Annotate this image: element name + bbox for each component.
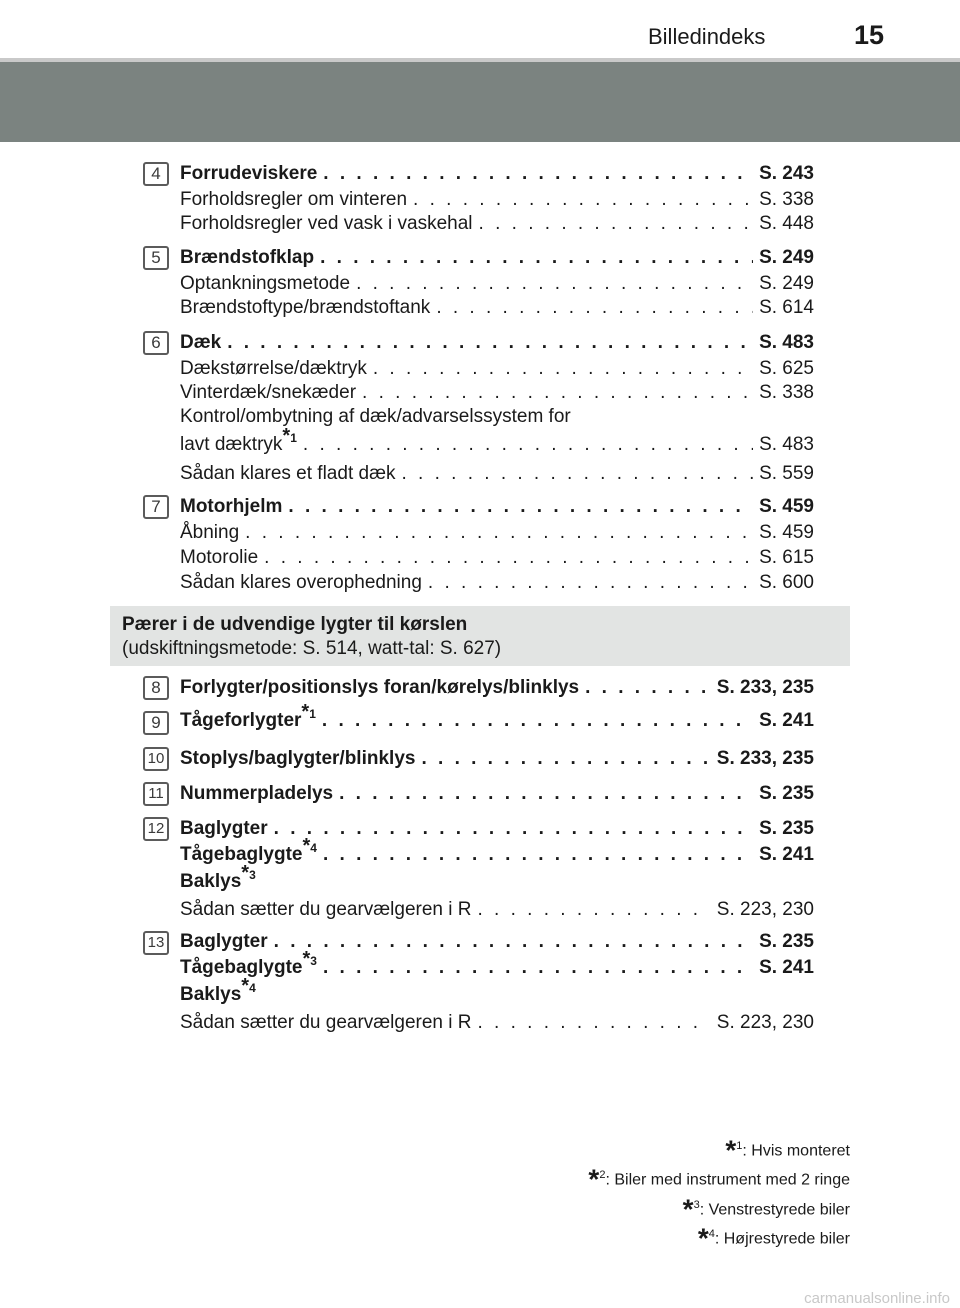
item-number-badge: 9 — [143, 711, 169, 735]
index-entry — [180, 675, 814, 701]
entry-label: Åbning — [180, 522, 240, 543]
footnotes — [588, 1134, 850, 1254]
index-entry — [180, 545, 814, 571]
page-reference: S. 233, 235 — [716, 677, 814, 698]
section-title: Billedindeks — [648, 24, 766, 49]
header-band — [0, 62, 960, 142]
page-reference: S. 241 — [759, 710, 814, 731]
entry-label: Baklys$^{*3}$ — [180, 861, 256, 892]
bulb-section-title: Pærer i de udvendige lygter til kørslen — [122, 614, 468, 635]
dot-leader — [227, 330, 753, 356]
dot-leader — [362, 380, 753, 406]
footnote-marker: *3 — [302, 947, 317, 970]
entry-label: Kontrol/ombytning af dæk/advarselssystem for — [180, 406, 571, 427]
entry-label: Stoplys/baglygter/blinklys — [180, 748, 416, 769]
index-entry — [180, 356, 814, 382]
entry-label: lavt dæktryk$^{*1}$ — [180, 424, 297, 455]
dot-leader — [478, 897, 711, 923]
page-reference: S. 249 — [759, 247, 814, 268]
dot-leader — [356, 271, 753, 297]
page-reference: S. 235 — [759, 818, 814, 839]
entry-label: Sådan klares overophedning — [180, 572, 422, 593]
page-reference: S. 459 — [759, 522, 814, 543]
dot-leader — [323, 842, 753, 868]
entry-label: Tågebaglygte$^{*3}$ — [180, 947, 317, 978]
index-entry — [180, 494, 814, 520]
page-reference: S. 483 — [759, 332, 814, 353]
entry-label: Motorhjelm — [180, 496, 283, 517]
dot-leader — [288, 494, 753, 520]
item-number-badge: 4 — [143, 162, 169, 186]
index-entry — [180, 897, 814, 923]
dot-leader — [274, 816, 753, 842]
entry-label: Baglygter — [180, 818, 268, 839]
page-header — [0, 0, 960, 62]
page-reference: S. 233, 235 — [716, 748, 814, 769]
dot-leader — [585, 675, 711, 701]
dot-leader — [373, 356, 753, 382]
entry-label: Baglygter — [180, 931, 268, 952]
footnote-marker: *4 — [241, 974, 256, 997]
index-entry — [180, 781, 814, 807]
page-reference: S. 235 — [759, 931, 814, 952]
index-entry — [180, 211, 814, 237]
footnote-line: *$^3$: Venstrestyrede biler — [682, 1192, 850, 1224]
page-reference: S. 223, 230 — [716, 899, 814, 920]
page-reference: S. 483 — [759, 434, 814, 455]
index-entry — [180, 520, 814, 546]
entry-label: Baklys$^{*4}$ — [180, 974, 256, 1005]
footnote-marker: *4 — [302, 834, 317, 857]
index-entry — [180, 295, 814, 321]
item-number-badge: 8 — [143, 676, 169, 700]
dot-leader — [274, 929, 753, 955]
entry-label: Brændstoftype/brændstoftank — [180, 297, 431, 318]
dot-leader — [323, 161, 753, 187]
page-reference: S. 448 — [759, 213, 814, 234]
bulb-section-box — [110, 606, 850, 666]
entry-label: Motorolie — [180, 547, 259, 568]
index-entry — [180, 816, 814, 842]
entry-label: Forholdsregler ved vask i vaskehal — [180, 213, 473, 234]
dot-leader — [323, 955, 753, 981]
entry-label: Forrudeviskere — [180, 163, 318, 184]
page-reference: S. 223, 230 — [716, 1012, 814, 1033]
dot-leader — [339, 781, 753, 807]
index-entry — [180, 271, 814, 297]
dot-leader — [322, 708, 753, 734]
page-reference: S. 614 — [759, 297, 814, 318]
item-number-badge: 6 — [143, 331, 169, 355]
page-number: 15 — [854, 20, 885, 50]
index-entry — [180, 330, 814, 356]
footnote-line: *$^2$: Biler med instrument med 2 ringe — [588, 1163, 850, 1195]
index-entry — [180, 1010, 814, 1036]
item-number-badge: 7 — [143, 495, 169, 519]
dot-leader — [436, 295, 753, 321]
page-reference: S. 249 — [759, 273, 814, 294]
entry-label: Optankningsmetode — [180, 273, 351, 294]
dot-leader — [479, 211, 754, 237]
page-reference: S. 615 — [759, 547, 814, 568]
page-reference: S. 338 — [759, 382, 814, 403]
entry-label: Brændstofklap — [180, 247, 315, 268]
footnote-marker: *3 — [241, 861, 256, 884]
entry-label: Sådan sætter du gearvælgeren i R — [180, 1012, 472, 1033]
entry-label: Sådan klares et fladt dæk — [180, 463, 396, 484]
index-entry — [180, 380, 814, 406]
index-entry — [180, 700, 814, 734]
footnote-line: *$^1$: Hvis monteret — [725, 1134, 850, 1166]
page-reference: S. 338 — [759, 189, 814, 210]
footnote-marker: *1 — [301, 700, 316, 723]
footnote-line: *$^4$: Højrestyrede biler — [697, 1222, 850, 1254]
index-entry — [180, 570, 814, 596]
dot-leader — [428, 570, 753, 596]
index-entry — [180, 461, 814, 487]
index-entry — [180, 161, 814, 187]
item-number-badge: 13 — [143, 931, 169, 955]
entry-label: Forlygter/positionslys foran/kørelys/blinklys — [180, 677, 580, 698]
entry-label: Nummerpladelys — [180, 783, 334, 804]
item-number-badge: 10 — [143, 747, 169, 771]
dot-leader — [478, 1010, 711, 1036]
index-entry — [180, 861, 814, 895]
page-reference: S. 559 — [759, 463, 814, 484]
dot-leader — [245, 520, 753, 546]
index-entry — [180, 834, 814, 868]
item-number-badge: 12 — [143, 817, 169, 841]
dot-leader — [413, 187, 753, 213]
page-reference: S. 235 — [759, 783, 814, 804]
entry-label: Tågeforlygter$^{*1}$ — [180, 700, 316, 731]
dot-leader — [303, 432, 753, 458]
entry-label: Dæk — [180, 332, 222, 353]
index-entry — [180, 947, 814, 981]
index-entry — [180, 187, 814, 213]
entry-label: Sådan sætter du gearvælgeren i R — [180, 899, 472, 920]
page-reference: S. 459 — [759, 496, 814, 517]
entry-label: Forholdsregler om vinteren — [180, 189, 408, 210]
dot-leader — [320, 245, 753, 271]
entry-label: Dækstørrelse/dæktryk — [180, 358, 367, 379]
bulb-section-subtitle: (udskiftningsmetode: S. 514, watt-tal: S. 627) — [122, 638, 502, 659]
index-entry — [180, 404, 814, 430]
page-reference: S. 625 — [759, 358, 814, 379]
dot-leader — [264, 545, 753, 571]
entry-label: Tågebaglygte$^{*4}$ — [180, 834, 317, 865]
dot-leader — [421, 746, 710, 772]
watermark: carmanualsonline.info — [804, 1290, 950, 1307]
index-entry — [180, 929, 814, 955]
footnote-marker: *1 — [282, 424, 297, 447]
dot-leader — [401, 461, 753, 487]
page-reference: S. 241 — [759, 957, 814, 978]
index-entry — [180, 245, 814, 271]
item-number-badge: 5 — [143, 246, 169, 270]
page-reference: S. 241 — [759, 844, 814, 865]
index-entry — [180, 746, 814, 772]
index-entry — [180, 974, 814, 1008]
index-entry — [180, 424, 814, 458]
item-number-badge: 11 — [143, 782, 169, 806]
entry-label: Vinterdæk/snekæder — [180, 382, 357, 403]
page-reference: S. 243 — [759, 163, 814, 184]
page-reference: S. 600 — [759, 572, 814, 593]
